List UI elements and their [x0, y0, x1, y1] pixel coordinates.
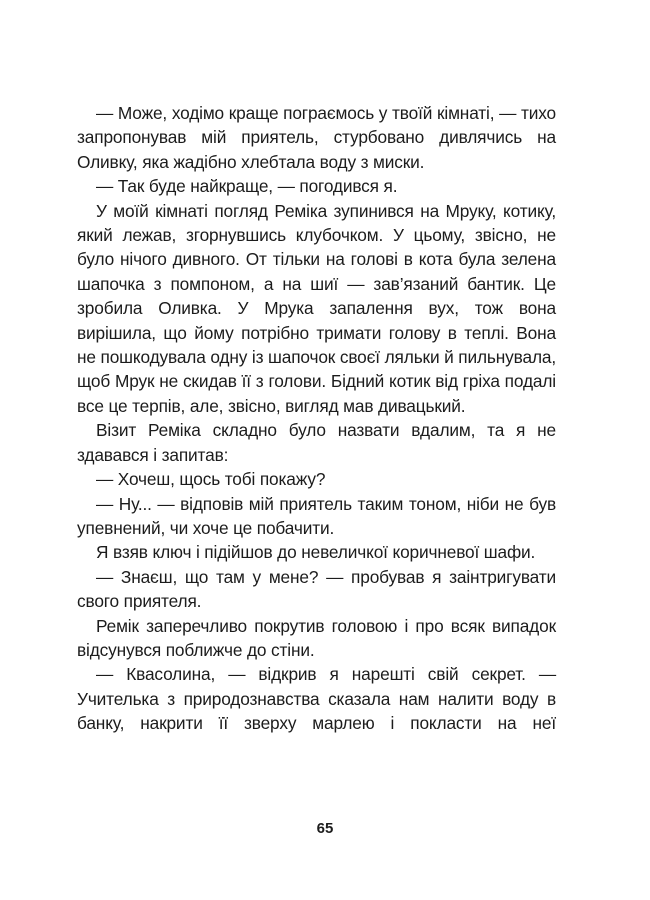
paragraph: У моїй кімнаті погляд Реміка зупинився на Мруку, котику, який лежав, згорнувшись клубочком. У цьому, звісно, не було нічого дивного. От тільки на голові в кота була зелена шапочка з помпоном, а на шиї — зав’язаний бантик. Це зробила Оливка. У Мрука запалення вух, тож вона вирішила, що йому потрібно тримати голову в теплі. Вона не пошкодувала одну із шапочок своєї ляльки й пильнувала, щоб Мрук не скидав її з голови. Бідний котик від гріха подалі все це терпів, але, звісно, вигляд мав дивацький.: [77, 200, 556, 416]
paragraph: — Ну... — відповів мій приятель таким тоном, ніби не був упевнений, чи хоче це побачити.: [77, 493, 556, 538]
paragraph: — Може, ходімо краще пограємось у твоїй кімнаті, — тихо запропонував мій приятель, стурбовано дивлячись на Оливку, яка жадібно хлебтала воду з миски.: [77, 103, 556, 172]
paragraph: — Так буде найкраще, — погодився я.: [96, 176, 398, 197]
paragraph: — Квасолина, — відкрив я нарешті свій секрет. — Учителька з природознавства сказала нам налити воду в банку, накрити її зверху марлею і покласти на неї: [77, 664, 556, 734]
paragraph: — Знаєш, що там у мене? — пробував я заінтригувати свого приятеля.: [77, 566, 556, 612]
paragraph: — Хочеш, щось тобі покажу?: [96, 469, 326, 490]
paragraph: Ремік заперечливо покрутив головою і про всяк випадок відсунувся поближче до стіни.: [77, 615, 556, 660]
body-text: [77, 101, 556, 736]
paragraph: Я взяв ключ і підійшов до невеличкої коричневої шафи.: [96, 542, 536, 563]
paragraph: Візит Реміка складно було назвати вдалим, та я не здавався і запитав:: [77, 420, 556, 465]
page-number: 65: [316, 820, 334, 837]
